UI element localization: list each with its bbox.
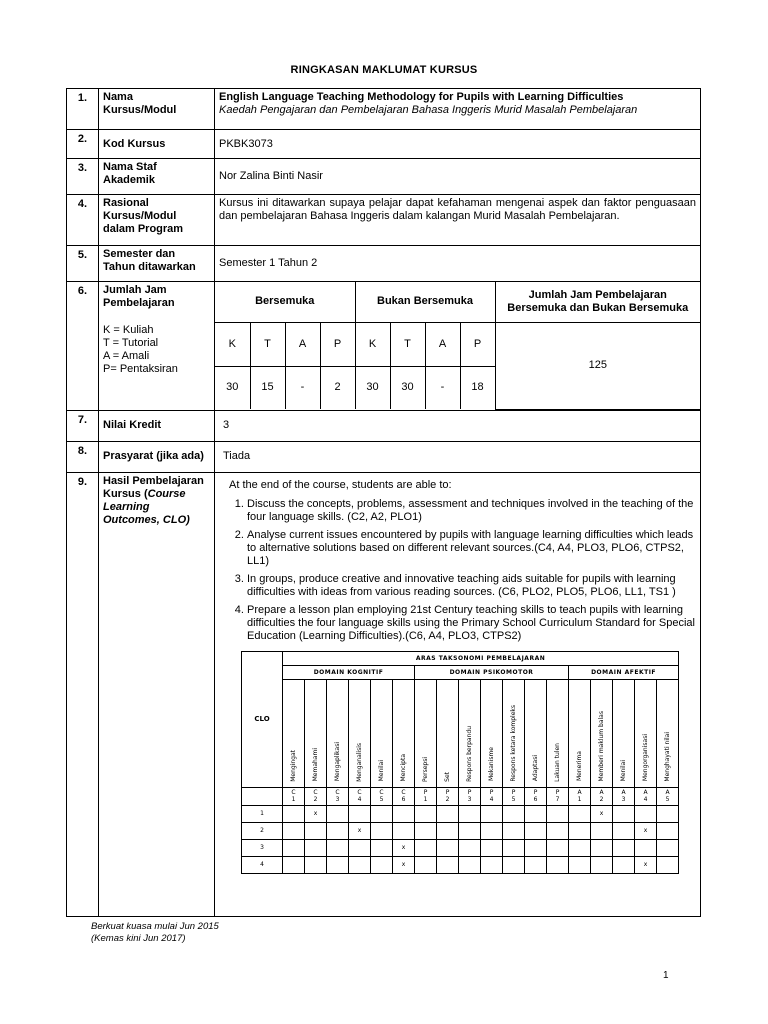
taxonomy-mark: [371, 856, 393, 873]
taxonomy-mark: [613, 839, 635, 856]
taxonomy-mark: [327, 839, 349, 856]
taxonomy-clo-number: 2: [242, 822, 283, 839]
taxonomy-mark: [371, 822, 393, 839]
taxonomy-mark: [415, 839, 437, 856]
taxonomy-mark: x: [635, 822, 657, 839]
taxonomy-mark: [371, 805, 393, 822]
taxonomy-mark: x: [349, 822, 371, 839]
page-number: 1: [663, 970, 669, 981]
taxonomy-mark: [371, 839, 393, 856]
prerequisite-value: Tiada: [215, 441, 701, 472]
taxonomy-code: C 2: [305, 787, 327, 805]
hdr-jumlah: Jumlah Jam Pembelajaran Bersemuka dan Bukan Bersemuka: [495, 282, 700, 322]
taxonomy-code: P 3: [459, 787, 481, 805]
taxonomy-level: Mencipta: [393, 679, 415, 787]
hours-value: 2: [320, 366, 355, 409]
hours-code: K: [215, 322, 250, 366]
taxonomy-mark: [305, 822, 327, 839]
row-academic-staff: [67, 159, 701, 195]
taxonomy-code: C 1: [283, 787, 305, 805]
taxonomy-mark: x: [393, 856, 415, 873]
taxonomy-mark: [437, 805, 459, 822]
row-learning-hours: [67, 282, 701, 411]
taxonomy-mark: [415, 856, 437, 873]
taxonomy-mark: [459, 856, 481, 873]
clo-item: 3. In groups, produce creative and innovative teaching aids suitable for pupils with learning difficulties with ideas from various reading sources. (C6, PLO2, PLO5, PLO6, LL1, TS1 ): [247, 573, 696, 599]
credit-value: 3: [215, 410, 701, 441]
clo-item: 2. Analyse current issues encountered by pupils with language learning difficulties which leads to alternative solutions based on different relevant sources.(C4, A4, PLO3, PLO6, CTPS2, LL1): [247, 529, 696, 568]
taxonomy-level: Lakuan tulen: [547, 679, 569, 787]
taxonomy-mark: [657, 805, 679, 822]
taxonomy-code: A 4: [635, 787, 657, 805]
hours-value: -: [425, 366, 460, 409]
rationale-value: Kursus ini ditawarkan supaya pelajar dapat kefahaman mengenai aspek dan faktor penguasaan dan pembelajaran Bahasa Inggeris dalam kalangan Murid Masalah Pembelajaran.: [215, 195, 701, 246]
taxonomy-level: Persepsi: [415, 679, 437, 787]
taxonomy-code: A 3: [613, 787, 635, 805]
hdr-bersemuka: Bersemuka: [215, 282, 355, 322]
row-number: 2.: [67, 130, 99, 159]
row-number: 5.: [67, 246, 99, 282]
taxonomy-table: [241, 651, 679, 874]
hours-table-cell: [215, 282, 701, 411]
taxonomy-mark: x: [393, 839, 415, 856]
taxonomy-mark: [635, 839, 657, 856]
taxonomy-level: Memahami: [305, 679, 327, 787]
taxonomy-level: Menerima: [569, 679, 591, 787]
taxonomy-level: Mengaplikasi: [327, 679, 349, 787]
taxonomy-mark: [503, 839, 525, 856]
hours-value: 15: [250, 366, 285, 409]
row-label: Jumlah Jam Pembelajaran K = Kuliah T = Tutorial A = Amali P= Pentaksiran: [99, 282, 215, 411]
row-course-code: [67, 130, 701, 159]
taxonomy-mark: [547, 856, 569, 873]
taxonomy-mark: [525, 822, 547, 839]
taxonomy-level: Menghayati nilai: [657, 679, 679, 787]
taxonomy-mark: [415, 822, 437, 839]
course-info-table: [66, 88, 701, 917]
taxonomy-level: Set: [437, 679, 459, 787]
row-label: Hasil Pembelajaran Kursus (Course Learning Outcomes, CLO): [99, 472, 215, 916]
staff-value: Nor Zalina Binti Nasir: [215, 159, 701, 195]
taxonomy-clo-number: 1: [242, 805, 283, 822]
taxonomy-mark: [459, 805, 481, 822]
clo-intro: At the end of the course, students are able to:: [229, 478, 452, 491]
taxonomy-level: Menilai: [613, 679, 635, 787]
taxonomy-mark: [283, 839, 305, 856]
taxonomy-clo-number: 3: [242, 839, 283, 856]
taxonomy-clo-number: 4: [242, 856, 283, 873]
row-label: Semester dan Tahun ditawarkan: [99, 246, 215, 282]
row-label: Nilai Kredit: [99, 410, 215, 441]
taxonomy-code: C 4: [349, 787, 371, 805]
taxonomy-level: Mengorganisasi: [635, 679, 657, 787]
taxonomy-mark: [327, 822, 349, 839]
row-label: Nama Kursus/Modul: [99, 89, 215, 130]
taxonomy-mark: [481, 805, 503, 822]
hours-code: P: [460, 322, 495, 366]
hdr-bukan-bersemuka: Bukan Bersemuka: [355, 282, 495, 322]
taxonomy-level: Adaptasi: [525, 679, 547, 787]
row-number: 4.: [67, 195, 99, 246]
hours-value: 30: [355, 366, 390, 409]
taxonomy-code: A 5: [657, 787, 679, 805]
blank-cell: [242, 787, 283, 805]
taxonomy-code: C 6: [393, 787, 415, 805]
clo-list: [219, 498, 696, 643]
taxonomy-mark: [613, 805, 635, 822]
hours-legend: K = Kuliah T = Tutorial A = Amali P= Pentaksiran: [103, 324, 178, 375]
taxonomy-code: P 2: [437, 787, 459, 805]
row-label: Prasyarat (jika ada): [99, 441, 215, 472]
hours-code: K: [355, 322, 390, 366]
taxonomy-mark: [503, 856, 525, 873]
taxonomy-mark: [481, 839, 503, 856]
taxonomy-mark: [525, 856, 547, 873]
taxonomy-mark: [437, 856, 459, 873]
course-code-value: PKBK3073: [215, 130, 701, 159]
taxonomy-code: A 1: [569, 787, 591, 805]
row-clo: [67, 472, 701, 916]
hours-value: 30: [390, 366, 425, 409]
hours-code: T: [390, 322, 425, 366]
footer-updated: (Kemas kini Jun 2017): [91, 933, 186, 944]
taxonomy-mark: [569, 805, 591, 822]
taxonomy-mark: [349, 839, 371, 856]
row-label: Kod Kursus: [99, 130, 215, 159]
footer: [91, 921, 219, 945]
taxonomy-mark: [305, 839, 327, 856]
domain-psychomotor: DOMAIN PSIKOMOTOR: [415, 665, 569, 679]
taxonomy-mark: x: [635, 856, 657, 873]
taxonomy-mark: [657, 822, 679, 839]
taxonomy-level: Memberi maklum balas: [591, 679, 613, 787]
taxonomy-mark: [283, 856, 305, 873]
hours-value: 30: [215, 366, 250, 409]
taxonomy-mark: x: [305, 805, 327, 822]
taxonomy-code: A 2: [591, 787, 613, 805]
taxonomy-mark: [349, 856, 371, 873]
taxonomy-level: Mengingat: [283, 679, 305, 787]
taxonomy-mark: [525, 805, 547, 822]
domain-affective: DOMAIN AFEKTIF: [569, 665, 679, 679]
taxonomy-mark: [283, 805, 305, 822]
taxonomy-mark: [305, 856, 327, 873]
hours-total: 125: [495, 322, 700, 409]
taxonomy-code: P 7: [547, 787, 569, 805]
taxonomy-mark: [503, 805, 525, 822]
taxonomy-mark: [283, 822, 305, 839]
taxonomy-mark: [459, 839, 481, 856]
clo-item: 4. Prepare a lesson plan employing 21st Century teaching skills to teach pupils with learning difficulties the four language skills using the Primary School Curriculum Standard for Special Education (Learning Difficulties).(C6, A4, PLO3, CTPS2): [247, 604, 696, 643]
taxonomy-mark: [569, 839, 591, 856]
taxonomy-mark: [613, 822, 635, 839]
semester-value: Semester 1 Tahun 2: [215, 246, 701, 282]
row-number: 9.: [67, 472, 99, 916]
taxonomy-mark: [459, 822, 481, 839]
taxonomy-row: [242, 805, 679, 822]
row-number: 8.: [67, 441, 99, 472]
taxonomy-code: C 3: [327, 787, 349, 805]
taxonomy-mark: [591, 839, 613, 856]
taxonomy-mark: [525, 839, 547, 856]
taxonomy-code: P 1: [415, 787, 437, 805]
course-name-value: [215, 89, 701, 130]
row-label: Nama Staf Akademik: [99, 159, 215, 195]
course-name-en: English Language Teaching Methodology for Pupils with Learning Difficulties: [219, 91, 624, 103]
hours-code: P: [320, 322, 355, 366]
course-name-my: Kaedah Pengajaran dan Pembelajaran Bahasa Inggeris Murid Masalah Pembelajaran: [219, 104, 638, 116]
row-number: 1.: [67, 89, 99, 130]
taxonomy-mark: [481, 856, 503, 873]
taxonomy-mark: [327, 856, 349, 873]
taxonomy-level: Respons ketara kompleks: [503, 679, 525, 787]
clo-header: CLO: [242, 651, 283, 787]
taxonomy-code: P 5: [503, 787, 525, 805]
taxonomy-level: Respons berpandu: [459, 679, 481, 787]
row-course-name: [67, 89, 701, 130]
row-number: 6.: [67, 282, 99, 411]
taxonomy-code: P 4: [481, 787, 503, 805]
taxonomy-level: Menilai: [371, 679, 393, 787]
taxonomy-mark: [635, 805, 657, 822]
taxonomy-row: [242, 839, 679, 856]
taxonomy-mark: [481, 822, 503, 839]
page-title: RINGKASAN MAKLUMAT KURSUS: [290, 64, 478, 76]
row-prerequisite: [67, 441, 701, 472]
hours-code: T: [250, 322, 285, 366]
hours-value: -: [285, 366, 320, 409]
hours-table: [215, 282, 700, 410]
taxonomy-level: Menganalisis: [349, 679, 371, 787]
footer-effective: Berkuat kuasa mulai Jun 2015: [91, 921, 219, 932]
taxonomy-mark: [569, 856, 591, 873]
taxonomy-mark: [613, 856, 635, 873]
taxonomy-mark: [415, 805, 437, 822]
taxonomy-mark: [547, 822, 569, 839]
taxonomy-mark: [393, 822, 415, 839]
taxonomy-mark: [349, 805, 371, 822]
taxonomy-mark: [657, 839, 679, 856]
row-semester: [67, 246, 701, 282]
taxonomy-mark: [547, 839, 569, 856]
clo-cell: [215, 472, 701, 916]
taxonomy-code: P 6: [525, 787, 547, 805]
domain-cognitive: DOMAIN KOGNITIF: [283, 665, 415, 679]
taxonomy-row: [242, 822, 679, 839]
row-number: 7.: [67, 410, 99, 441]
taxonomy-mark: [327, 805, 349, 822]
taxonomy-title: ARAS TAKSONOMI PEMBELAJARAN: [283, 651, 679, 665]
taxonomy-mark: [657, 856, 679, 873]
row-number: 3.: [67, 159, 99, 195]
taxonomy-mark: [437, 822, 459, 839]
hours-value: 18: [460, 366, 495, 409]
hours-code: A: [425, 322, 460, 366]
taxonomy-code: C 5: [371, 787, 393, 805]
taxonomy-mark: [569, 822, 591, 839]
taxonomy-level: Mekanisme: [481, 679, 503, 787]
taxonomy-mark: [393, 805, 415, 822]
taxonomy-mark: [591, 822, 613, 839]
taxonomy-row: [242, 856, 679, 873]
taxonomy-mark: [437, 839, 459, 856]
row-credit: [67, 410, 701, 441]
row-rationale: [67, 195, 701, 246]
taxonomy-mark: [503, 822, 525, 839]
taxonomy-mark: x: [591, 805, 613, 822]
taxonomy-mark: [547, 805, 569, 822]
row-label: Rasional Kursus/Modul dalam Program: [99, 195, 215, 246]
taxonomy-mark: [591, 856, 613, 873]
hours-code: A: [285, 322, 320, 366]
clo-item: 1. Discuss the concepts, problems, assessment and techniques involved in the teaching of the four language skills. (C2, A2, PLO1): [247, 498, 696, 524]
